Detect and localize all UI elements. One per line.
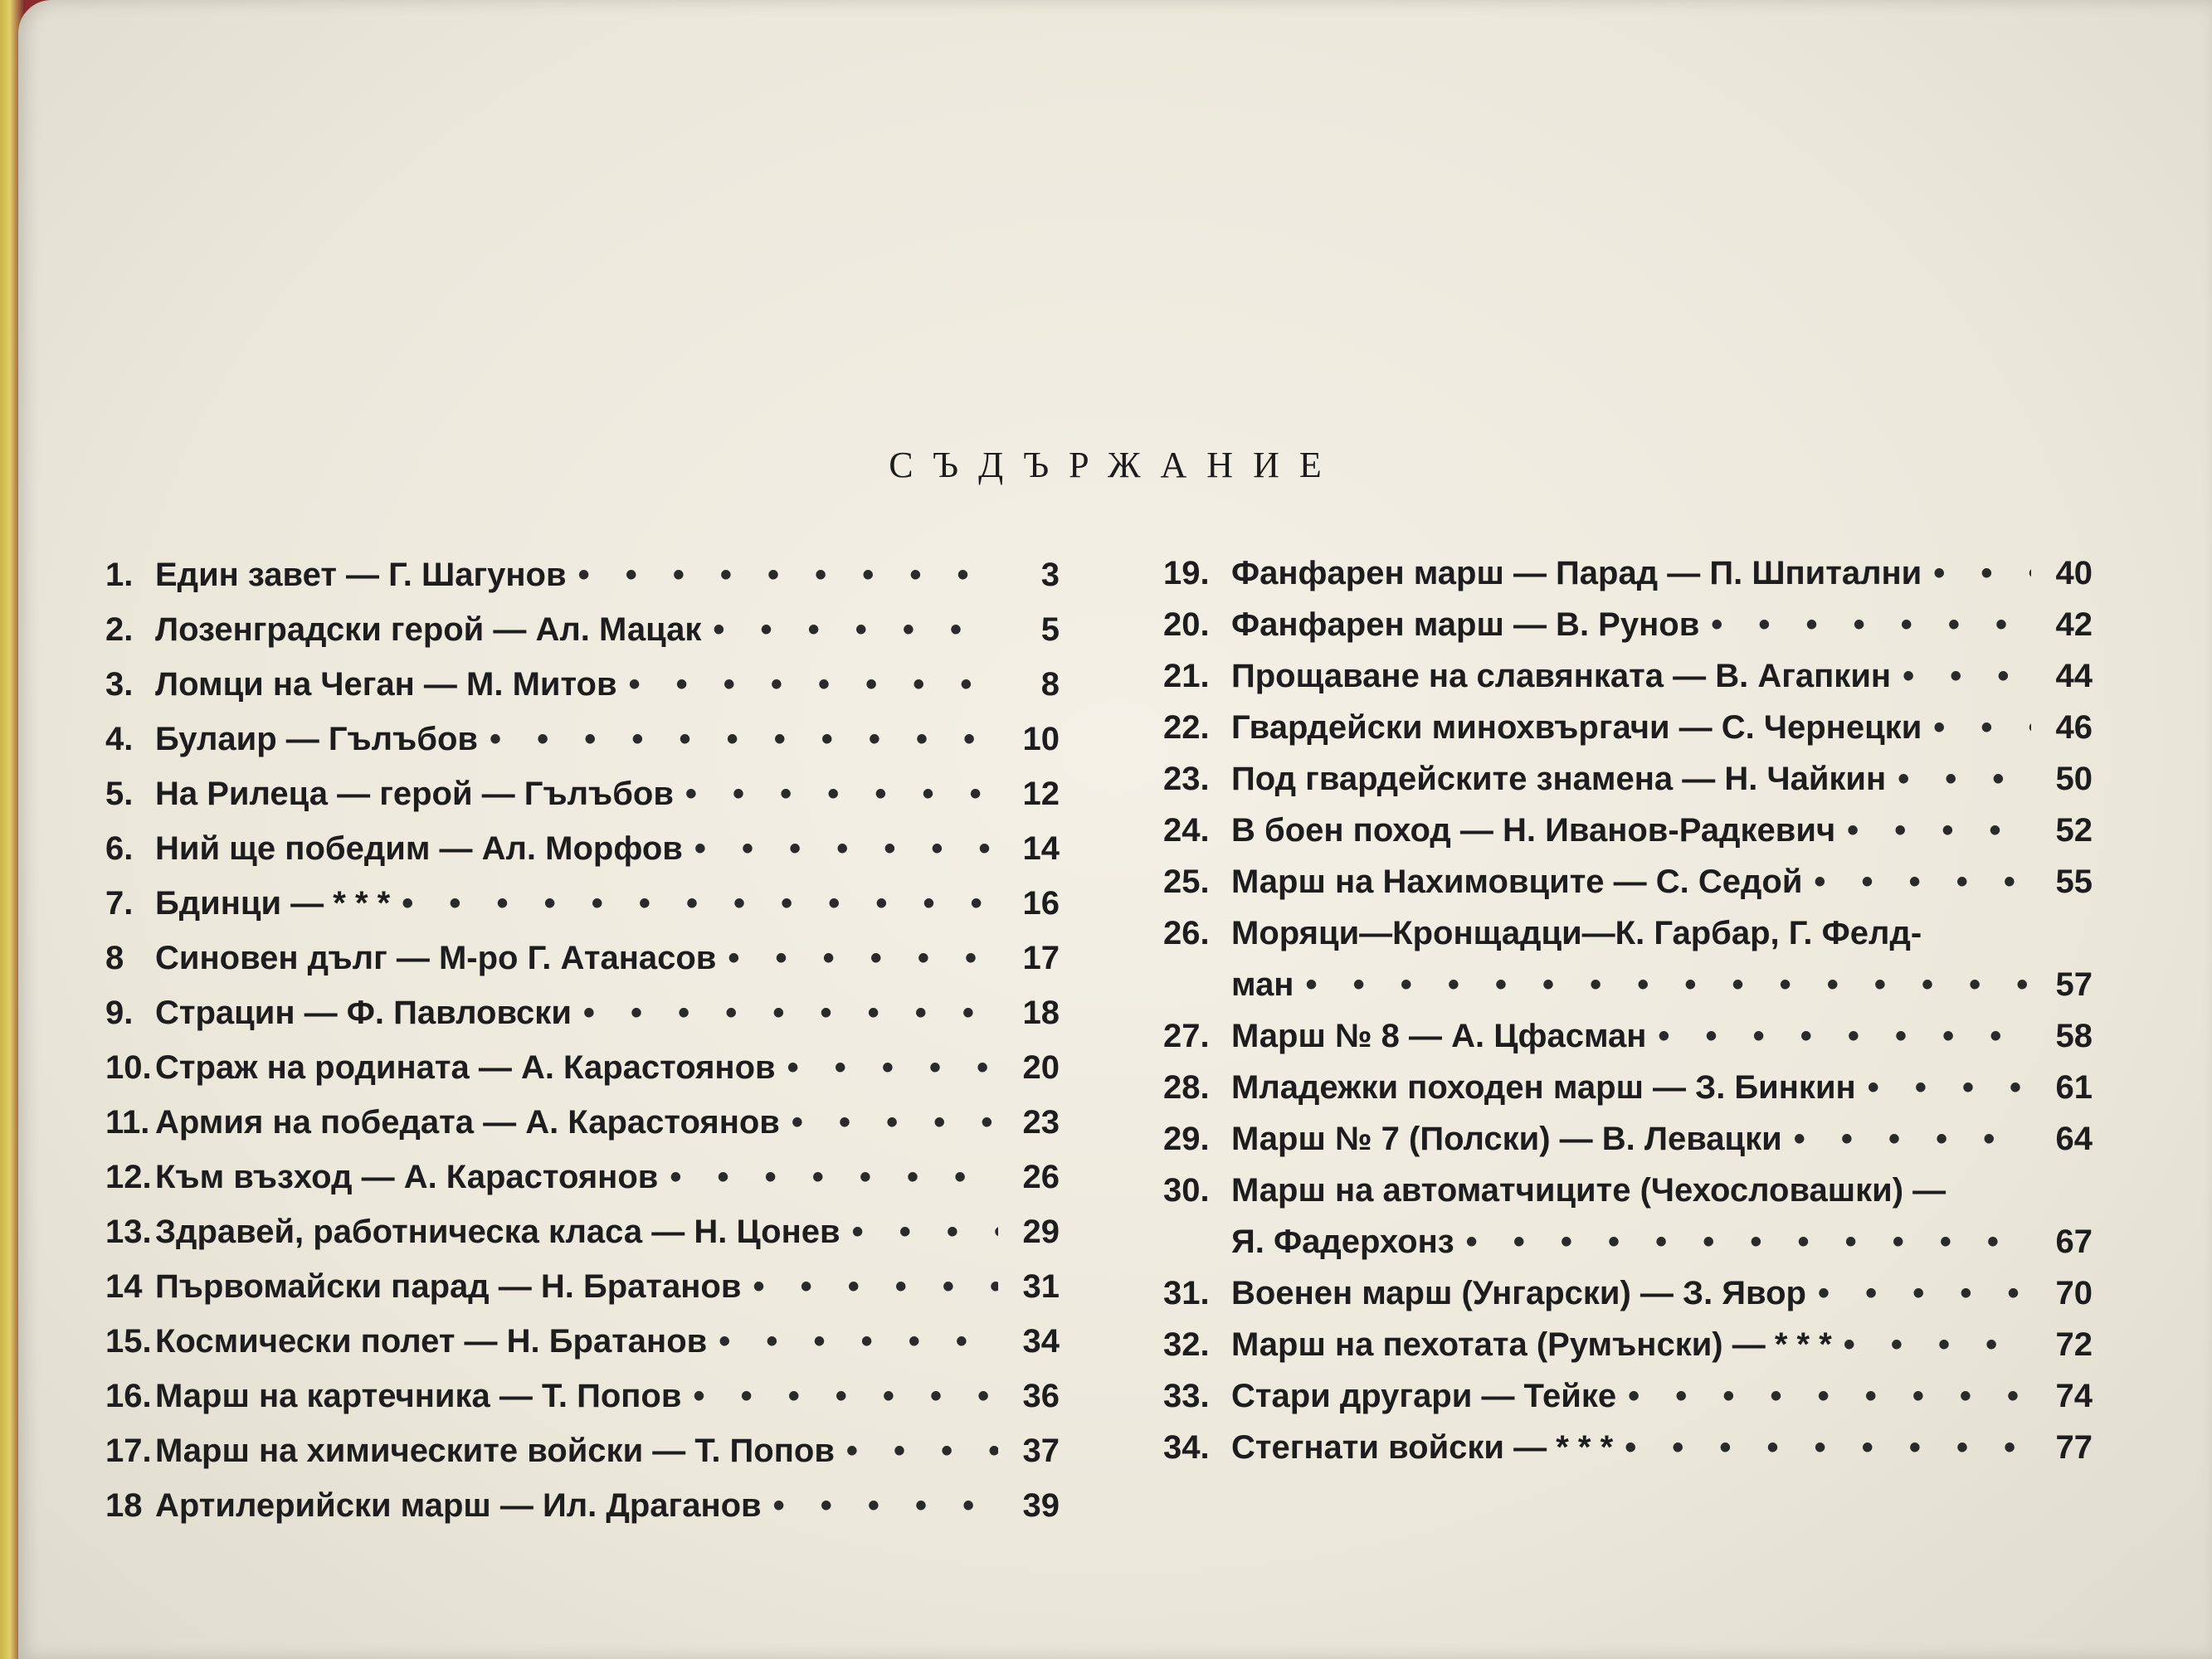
entry-page: 42 [2055, 606, 2093, 643]
entry-page: 64 [2055, 1121, 2093, 1157]
toc-entry [105, 766, 1060, 821]
leader-dots [1818, 1267, 2031, 1319]
entry-page: 20 [1022, 1049, 1060, 1086]
entry-title: Прощаване на славянката — В. Агапкин [1231, 658, 1892, 694]
entry-page: 58 [2055, 1018, 2093, 1054]
entry-page: 5 [1040, 611, 1060, 648]
leader-dots [578, 547, 998, 602]
entry-page: 67 [2055, 1224, 2093, 1260]
toc-entry [1163, 599, 2093, 650]
entry-number: 11. [105, 1104, 150, 1141]
entry-title: Марш на химическите войски — Т. Попов [155, 1433, 835, 1469]
entry-number: 30. [1163, 1172, 1210, 1209]
leader-dots [583, 985, 998, 1040]
entry-title: Гвардейски минохвъргачи — С. Чернецки [1231, 709, 1922, 746]
entry-title: Марш № 7 (Полски) — В. Левацки [1231, 1121, 1782, 1157]
entry-title-wrap [1231, 907, 2093, 1010]
leader-dots [846, 1423, 998, 1478]
toc-entry [1163, 907, 2093, 1010]
entry-page: 17 [1022, 940, 1060, 976]
entry-number: 16. [105, 1378, 152, 1414]
toc-entry [105, 876, 1060, 931]
entry-title: Марш № 8 — А. Цфасман [1231, 1018, 1647, 1054]
entry-number: 24. [1163, 812, 1210, 849]
entry-title: Фанфарен марш — В. Рунов [1231, 606, 1700, 643]
entry-number: 9. [105, 995, 134, 1031]
entry-title: Булаир — Гълъбов [155, 721, 478, 757]
toc-entry [1163, 1113, 2093, 1165]
entry-page: 57 [2055, 966, 2093, 1003]
entry-title: Артилерийски марш — Ил. Драганов [155, 1487, 762, 1524]
entry-title: Страж на родината — А. Карастоянов [155, 1049, 776, 1086]
entry-title: Марш на пехотата (Румънски) — * * * [1231, 1326, 1832, 1363]
entry-number: 21. [1163, 658, 1210, 694]
toc-entry [1163, 1165, 2093, 1267]
entry-title: Един завет — Г. Шагунов [155, 557, 567, 593]
leader-dots [629, 657, 998, 712]
entry-page: 70 [2055, 1275, 2093, 1311]
leader-dots [1711, 599, 2031, 650]
toc-entry [105, 712, 1060, 766]
entry-title: Младежки походен марш — З. Бинкин [1231, 1069, 1856, 1106]
entry-title: Марш на картечника — Т. Попов [155, 1378, 682, 1414]
entry-number: 4. [105, 721, 134, 757]
entry-title: Военен марш (Унгарски) — З. Явор [1231, 1275, 1806, 1311]
entry-page: 29 [1022, 1214, 1060, 1250]
leader-dots [1844, 1319, 2031, 1370]
leader-dots [1814, 856, 2031, 907]
leader-dots [728, 931, 998, 985]
entry-number: 33. [1163, 1378, 1210, 1414]
leader-dots [1903, 650, 2031, 702]
entry-number: 29. [1163, 1121, 1210, 1157]
entry-page: 61 [2055, 1069, 2093, 1106]
entry-page: 10 [1022, 721, 1060, 757]
toc-entry [1163, 1422, 2093, 1473]
toc-column-right [1163, 547, 2093, 1473]
toc-entry [1163, 753, 2093, 805]
entry-title-continuation [1231, 959, 2093, 1010]
entry-number: 18 [105, 1487, 143, 1524]
entry-number: 12. [105, 1159, 152, 1195]
entry-title: В боен поход — Н. Иванов-Радкевич [1231, 812, 1836, 849]
entry-number: 10. [105, 1049, 152, 1086]
entry-page: 46 [2055, 709, 2093, 746]
entry-page: 39 [1022, 1487, 1060, 1524]
entry-number: 1. [105, 557, 134, 593]
toc-entry [105, 657, 1060, 712]
entry-number: 2. [105, 611, 134, 648]
entry-number: 8 [105, 940, 124, 976]
toc-entry [105, 821, 1060, 876]
toc-entry [105, 1204, 1060, 1259]
toc-entry [105, 1095, 1060, 1150]
entry-title: Ний ще победим — Ал. Морфов [155, 830, 683, 867]
leader-dots [792, 1095, 998, 1150]
toc-entry [1163, 702, 2093, 753]
toc-entry [1163, 1010, 2093, 1062]
toc-entry [105, 1040, 1060, 1095]
entry-title: Бдинци — * * * [155, 885, 391, 922]
leader-dots [402, 876, 998, 931]
leader-dots [852, 1204, 998, 1259]
entry-number: 17. [105, 1433, 152, 1469]
leader-dots [1898, 753, 2031, 805]
entry-title: Първомайски парад — Н. Братанов [155, 1268, 742, 1305]
entry-title: Ломци на Чеган — М. Митов [155, 666, 617, 703]
leader-dots [713, 602, 998, 657]
entry-page: 26 [1022, 1159, 1060, 1195]
entry-number: 32. [1163, 1326, 1210, 1363]
toc-entry [105, 1369, 1060, 1423]
toc-entry [105, 547, 1060, 602]
toc-entry [1163, 1319, 2093, 1370]
leader-dots [1628, 1370, 2031, 1422]
entry-title: Страцин — Ф. Павловски [155, 995, 572, 1031]
leader-dots [670, 1150, 998, 1204]
toc-entry [105, 1314, 1060, 1369]
entry-number: 23. [1163, 761, 1210, 797]
entry-title: Марш на автоматчиците (Чехословашки) — [1231, 1172, 1946, 1209]
entry-title: Здравей, работническа класа — Н. Цонев [155, 1214, 840, 1250]
toc-column-left [105, 547, 1060, 1533]
entry-title-wrap [1231, 1165, 2093, 1267]
leader-dots [787, 1040, 998, 1095]
leader-dots [693, 1369, 998, 1423]
entry-title: Синовен дълг — М-ро Г. Атанасов [155, 940, 717, 976]
leader-dots [694, 821, 998, 876]
entry-page: 31 [1022, 1268, 1060, 1305]
entry-number: 26. [1163, 915, 1210, 951]
entry-number: 7. [105, 885, 134, 922]
entry-page: 8 [1040, 666, 1060, 703]
entry-number: 6. [105, 830, 134, 867]
toc-entry [105, 1259, 1060, 1314]
entry-number: 19. [1163, 555, 1210, 591]
leader-dots [773, 1478, 998, 1533]
entry-title: Фанфарен марш — Парад — П. Шпитални [1231, 555, 1922, 591]
entry-title: Под гвардейските знамена — Н. Чайкин [1231, 761, 1887, 797]
leader-dots [1466, 1216, 2031, 1267]
entry-title: Стари другари — Тейке [1231, 1378, 1617, 1414]
leader-dots [1658, 1010, 2031, 1062]
entry-number: 3. [105, 666, 134, 703]
entry-page: 77 [2055, 1429, 2093, 1466]
entry-page: 34 [1022, 1323, 1060, 1360]
toc-entry [105, 602, 1060, 657]
entry-title: На Рилеца — герой — Гълъбов [155, 776, 674, 812]
entry-page: 37 [1022, 1433, 1060, 1469]
toc-entry [1163, 650, 2093, 702]
entry-page: 72 [2055, 1326, 2093, 1363]
entry-title: Армия на победата — А. Карастоянов [155, 1104, 780, 1141]
leader-dots [1305, 959, 2031, 1010]
entry-page: 3 [1040, 557, 1060, 593]
toc-entry [105, 1150, 1060, 1204]
book-page [18, 0, 2212, 1659]
entry-page: 50 [2055, 761, 2093, 797]
page-title: СЪДЪРЖАНИЕ [889, 445, 1342, 485]
entry-title: Марш на Нахимовците — С. Седой [1231, 864, 1803, 900]
leader-dots [1933, 702, 2031, 753]
leader-dots [1794, 1113, 2031, 1165]
toc-entry [1163, 856, 2093, 907]
leader-dots [719, 1314, 998, 1369]
toc-entry [1163, 805, 2093, 856]
toc-entry [105, 1423, 1060, 1478]
entry-page: 12 [1022, 776, 1060, 812]
entry-title: Космически полет — Н. Братанов [155, 1323, 708, 1360]
entry-page: 23 [1022, 1104, 1060, 1141]
entry-title: Моряци—Кронщадци—К. Гарбар, Г. Фелд- [1231, 915, 1922, 951]
entry-title-continuation [1231, 1216, 2093, 1267]
entry-number: 13. [105, 1214, 152, 1250]
entry-number: 15. [105, 1323, 152, 1360]
entry-title-line2: Я. Фадерхонз [1231, 1224, 1454, 1260]
entry-title: Към възход — А. Карастоянов [155, 1159, 659, 1195]
entry-page: 36 [1022, 1378, 1060, 1414]
entry-number: 20. [1163, 606, 1210, 643]
entry-number: 28. [1163, 1069, 1210, 1106]
entry-number: 22. [1163, 709, 1210, 746]
entry-title: Лозенградски герой — Ал. Мацак [155, 611, 702, 648]
entry-number: 25. [1163, 864, 1210, 900]
entry-page: 52 [2055, 812, 2093, 849]
entry-page: 55 [2055, 864, 2093, 900]
leader-dots [1847, 805, 2031, 856]
entry-page: 74 [2055, 1378, 2093, 1414]
toc-entry [105, 931, 1060, 985]
toc-entry [1163, 1267, 2093, 1319]
entry-title: Стегнати войски — * * * [1231, 1429, 1614, 1466]
leader-dots [1868, 1062, 2031, 1113]
toc-entry [1163, 1062, 2093, 1113]
leader-dots [685, 766, 998, 821]
entry-page: 40 [2055, 555, 2093, 591]
entry-number: 14 [105, 1268, 143, 1305]
toc-entry [105, 1478, 1060, 1533]
entry-page: 14 [1022, 830, 1060, 867]
leader-dots [490, 712, 998, 766]
leader-dots [1933, 547, 2031, 599]
entry-number: 5. [105, 776, 134, 812]
entry-number: 31. [1163, 1275, 1210, 1311]
toc-entry [105, 985, 1060, 1040]
toc-entry [1163, 547, 2093, 599]
leader-dots [1625, 1422, 2031, 1473]
entry-page: 18 [1022, 995, 1060, 1031]
entry-page: 44 [2055, 658, 2093, 694]
leader-dots [753, 1259, 998, 1314]
entry-number: 27. [1163, 1018, 1210, 1054]
entry-number: 34. [1163, 1429, 1210, 1466]
entry-title-line2: ман [1231, 966, 1294, 1003]
entry-page: 16 [1022, 885, 1060, 922]
toc-entry [1163, 1370, 2093, 1422]
